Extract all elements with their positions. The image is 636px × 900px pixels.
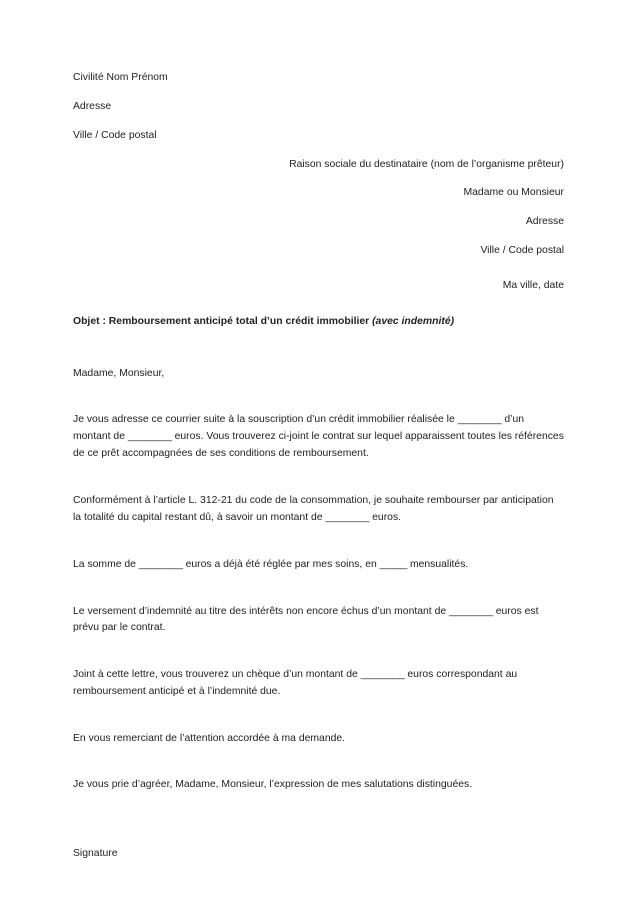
place-and-date: Ma ville, date [502, 279, 564, 291]
recipient-line-salutation: Madame ou Monsieur [463, 187, 564, 199]
subject-line [73, 314, 564, 331]
blank-field-paid-amount[interactable]: ________ [138, 558, 183, 570]
paragraph-2 [73, 493, 564, 527]
paragraph-3 [73, 557, 564, 574]
paragraph-2-text-a: Conformément à l’article L. 312-21 du code de la consommation, je souhaite rembourser par anticipation la totalité du capital restant dû, à savoir un montant de [73, 494, 554, 523]
sender-address-block [73, 70, 564, 145]
recipient-line-company: Raison sociale du destinataire (nom de l’organisme prêteur) [289, 158, 564, 170]
sender-line-city: Ville / Code postal [73, 129, 157, 141]
blank-field-installments[interactable]: _____ [379, 558, 408, 570]
paragraph-5-text-a: Joint à cette lettre, vous trouverez un chèque d’un montant de [73, 669, 361, 681]
paragraph-6-thanks: En vous remerciant de l’attention accordée à ma demande. [73, 732, 346, 744]
paragraph-2-text-b: euros. [369, 511, 402, 523]
paragraph-7-closing: Je vous prie d’agréer, Madame, Monsieur, l’expression de mes salutations distinguées. [73, 778, 473, 790]
paragraph-3-text-c: mensualités. [407, 558, 469, 570]
recipient-line-address: Adresse [525, 216, 564, 228]
blank-field-date[interactable]: ________ [457, 414, 502, 426]
blank-field-cheque-amount[interactable]: ________ [360, 669, 405, 681]
paragraph-4-text-b: euros est prévu par le contrat. [73, 605, 539, 634]
paragraph-5 [73, 667, 564, 701]
sender-line-name: Civilité Nom Prénom [73, 72, 168, 83]
paragraph-5-text-b: euros correspondant au remboursement anticipé et à l’indemnité due. [73, 669, 518, 698]
paragraph-1-text-a: Je vous adresse ce courrier suite à la souscription d’un crédit immobilier réalisée le [73, 414, 458, 426]
salutation: Madame, Monsieur, [73, 367, 165, 379]
letter-content [73, 70, 564, 862]
blank-field-remaining-capital[interactable]: ________ [325, 511, 370, 523]
paragraph-3-text-a: La somme de [73, 558, 139, 570]
signature-label: Signature [73, 847, 118, 859]
paragraph-3-text-b: euros a déjà été réglée par mes soins, en [182, 558, 380, 570]
sender-line-address: Adresse [73, 100, 112, 112]
paragraph-1 [73, 412, 564, 463]
recipient-line-city: Ville / Code postal [480, 245, 564, 257]
recipient-address-block [73, 157, 564, 260]
subject-note: (avec indemnité) [372, 315, 455, 327]
blank-field-indemnity-amount[interactable]: ________ [449, 605, 493, 617]
paragraph-1-text-b: d’un montant de [73, 414, 525, 443]
paragraph-1-text-c: euros. Vous trouverez ci-joint le contrat sur lequel apparaissent toutes les références de ce prêt accompagnées de ses conditions de remboursement. [73, 431, 564, 460]
subject-label: Objet : Remboursement anticipé total d’un crédit immobilier [73, 315, 370, 327]
paragraph-4 [73, 604, 564, 638]
paragraph-4-text-a: Le versement d’indemnité au titre des intérêts non encore échus d’un montant de [73, 605, 450, 617]
blank-field-loan-amount[interactable]: ________ [127, 431, 172, 443]
